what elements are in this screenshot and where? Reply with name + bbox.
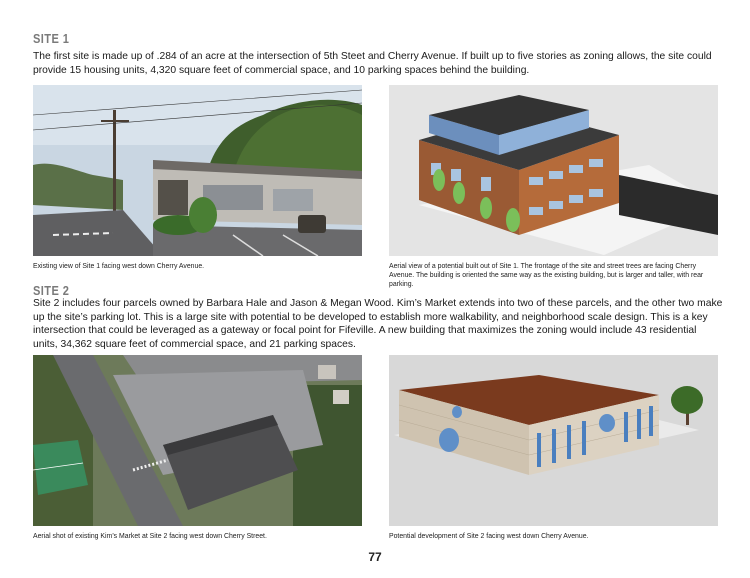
site1-paragraph: The first site is made up of .284 of an acre at the intersection of 5th Steet and Cherry Avenue. If built up to five stories as zoning allows, the site could provide 15 housing units, 4,320 square feet of commercial space, and 10 parking spaces behind the building.	[33, 51, 712, 76]
site2-photo-caption: Aerial shot of existing Kim’s Market at Site 2 facing west down Cherry Street.	[33, 533, 267, 540]
site1-render-image	[389, 85, 718, 256]
site1-street-photo	[33, 85, 362, 256]
site2-paragraph: Site 2 includes four parcels owned by Barbara Hale and Jason & Megan Wood. Kim’s Market extends into two of these parcels, and the other two make up the site’s parking lot. This is a large site with potential to be developed to establish more walkability, and neighborhood scale design. This is a key intersection that could be leveraged as a gateway or focal point for Fifeville. A new building that maximizes the zoning would include 43 residential units, 34,362 square feet of commercial space, and 21 parking spaces.	[33, 298, 723, 350]
site1-render-caption: Aerial view of a potential built out of Site 1. The frontage of the site and street trees are facing Cherry Avenue. The building is oriented the same way as the existing building, but is larger and taller, with rear parking.	[389, 263, 704, 288]
page-number: 77	[368, 550, 382, 564]
site1-heading: SITE 1	[33, 31, 70, 46]
site2-render-caption: Potential development of Site 2 facing west down Cherry Avenue.	[389, 533, 589, 540]
site2-render-image	[389, 355, 718, 526]
site2-heading: SITE 2	[33, 283, 70, 298]
site2-aerial-photo	[33, 355, 362, 526]
site1-photo-caption: Existing view of Site 1 facing west down Cherry Avenue.	[33, 263, 205, 270]
